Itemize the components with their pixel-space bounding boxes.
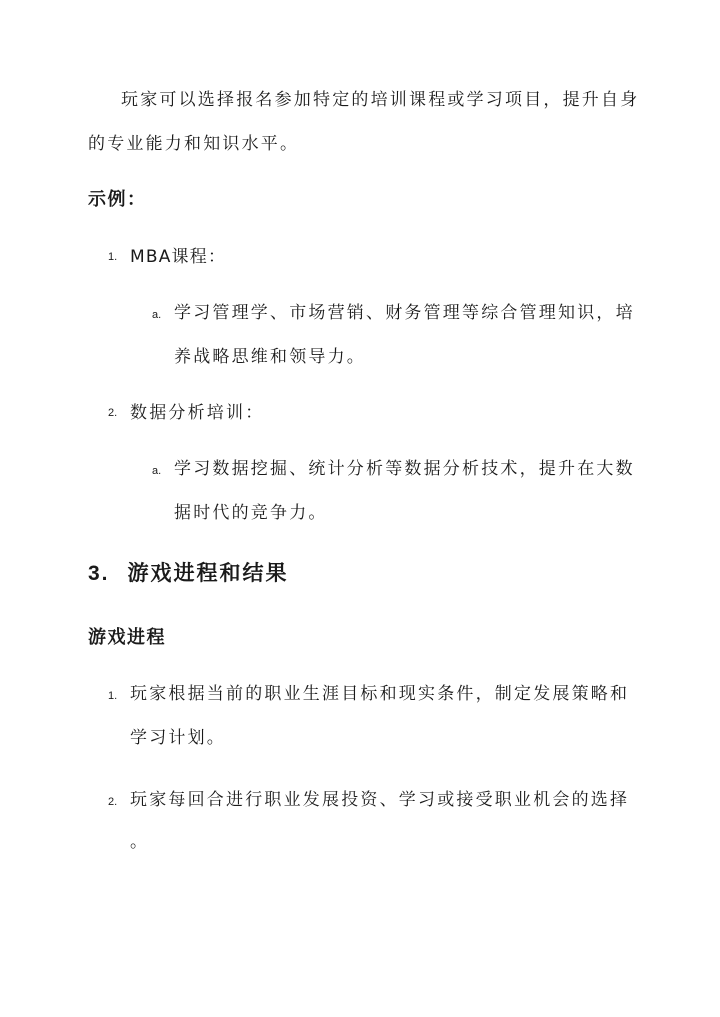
example-data-desc-line-1: 学习数据挖掘、统计分析等数据分析技术，提升在大数 — [174, 459, 635, 479]
progress-item-2-line-2: 。 — [130, 832, 150, 852]
progress-heading: 游戏进程 — [88, 627, 166, 648]
section-heading — [88, 561, 289, 586]
example-title-data-analysis: 数据分析培训： — [130, 403, 265, 423]
list-marker: 1. — [108, 690, 118, 702]
example-title-mba: MBA课程： — [130, 247, 227, 267]
intro-paragraph-line-1: 玩家可以选择报名参加特定的培训课程或学习项目，提升自身 — [121, 90, 640, 110]
list-marker: 1. — [108, 251, 118, 263]
example-data-desc-line-2: 据时代的竞争力。 — [174, 503, 328, 523]
section-title: 游戏进程和结果 — [127, 561, 289, 585]
progress-item-1-line-2: 学习计划。 — [130, 728, 226, 748]
example-mba-desc-line-2: 养战略思维和领导力。 — [174, 347, 366, 367]
list-marker: 2. — [108, 407, 118, 419]
example-mba-desc-line-1: 学习管理学、市场营销、财务管理等综合管理知识，培 — [174, 303, 635, 323]
sub-list-marker: a. — [152, 465, 162, 477]
progress-item-2-line-1: 玩家每回合进行职业发展投资、学习或接受职业机会的选择 — [130, 790, 630, 810]
progress-item-1-line-1: 玩家根据当前的职业生涯目标和现实条件，制定发展策略和 — [130, 684, 630, 704]
list-marker: 2. — [108, 796, 118, 808]
section-number: 3. — [88, 562, 110, 585]
intro-paragraph-line-2: 的专业能力和知识水平。 — [88, 134, 300, 154]
sub-list-marker: a. — [152, 309, 162, 321]
example-heading: 示例： — [88, 189, 147, 210]
